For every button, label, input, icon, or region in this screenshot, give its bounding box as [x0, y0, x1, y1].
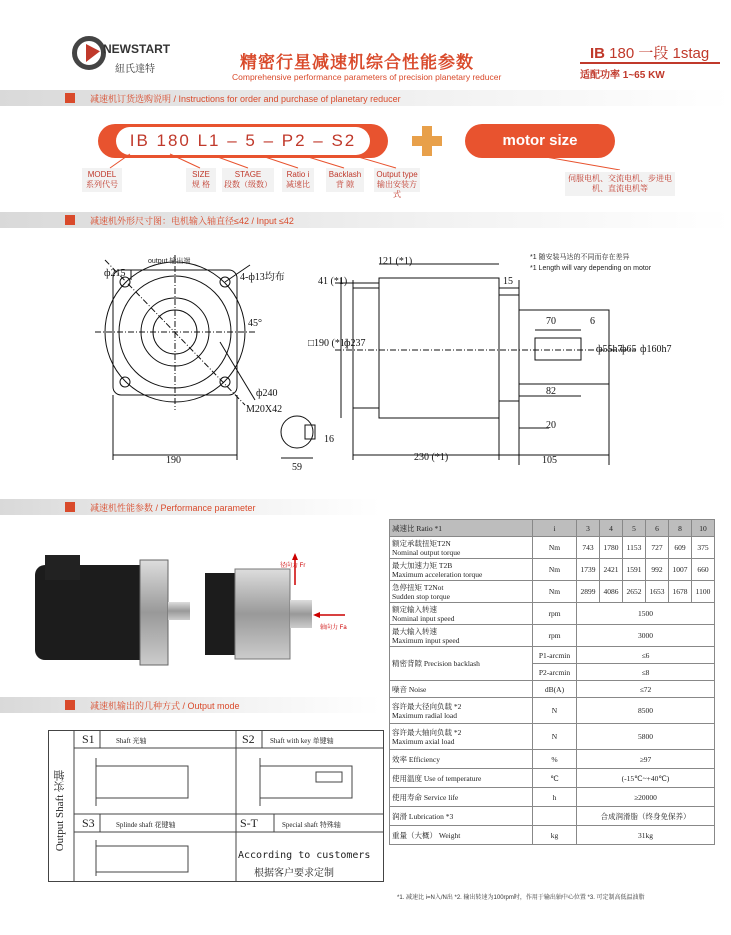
brand-name-cn: 紐氏達特 [115, 64, 155, 75]
row-unit: dB(A) [533, 681, 577, 698]
row-label-cn: 精密背隙 Precision backlash [390, 647, 533, 681]
code-label-output [374, 168, 420, 199]
row-label-cn: 容许最大轴向负载 *2 [392, 727, 462, 737]
cell-value: 660 [692, 559, 715, 581]
cell-value: 1739 [577, 559, 600, 581]
dim-l121: 121 (*1) [378, 256, 413, 267]
dim-holes: 4-ф13均布 [240, 272, 285, 283]
page-subtitle: Comprehensive performance parameters of precision planetary reducer [232, 72, 502, 82]
front-view-drawing [95, 250, 335, 475]
dim-d55: ф55h7 [596, 344, 623, 355]
dim-key-59: 59 [292, 462, 302, 473]
section-performance-title: 减速机性能参数 / Performance parameter [90, 503, 256, 513]
code-label-ratio [282, 168, 314, 192]
dim-d65: ф65 [620, 344, 637, 355]
row-label-cn: 润滑 Lubrication *3 [390, 807, 533, 826]
code-connectors [0, 150, 731, 170]
row-unit: Nm [533, 581, 577, 603]
ratio-value: 5 [623, 520, 646, 537]
mode-s1-label: Shaft 光轴 [116, 737, 147, 745]
table-row [390, 681, 715, 698]
ratio-value: 10 [692, 520, 715, 537]
code-label-stage [222, 168, 274, 192]
dim-sq190: □190 (*1) [308, 338, 349, 349]
row-label-en: Nominal output torque [392, 547, 461, 557]
spec-table [389, 519, 715, 845]
mode-s3-label: Splinde shaft 花键轴 [116, 821, 176, 829]
output-shaft-side-label [52, 770, 68, 851]
code-label-en: Ratio i [286, 170, 310, 179]
model-prefix: IB [590, 45, 605, 62]
dim-l15: 15 [503, 276, 513, 287]
dim-d240: ф240 [256, 388, 278, 399]
cell-value: 727 [646, 537, 669, 559]
row-unit: h [533, 788, 577, 807]
dim-l105: 105 [542, 455, 557, 466]
model-number: 180 [609, 45, 635, 62]
model-stage: 一段 1stag [638, 45, 710, 62]
section-marker-icon [65, 93, 75, 103]
row-label-cn: 重量（大概） Weight [390, 826, 533, 845]
cell-value: ≤6 [577, 647, 715, 664]
table-row [390, 769, 715, 788]
model-heading [590, 42, 709, 63]
cell-value: 8500 [577, 698, 715, 724]
motor-size-pill: motor size [465, 124, 615, 158]
cell-value: 1678 [669, 581, 692, 603]
cell-value: ≥97 [577, 750, 715, 769]
row-unit: N [533, 724, 577, 750]
row-label-cn: 最大加速力矩 T2B [392, 560, 453, 570]
dim-l41: 41 (*1) [318, 276, 348, 287]
section-marker-icon [65, 215, 75, 225]
row-unit: % [533, 750, 577, 769]
section-marker-icon [65, 502, 75, 512]
section-marker-icon [65, 700, 75, 710]
code-label-cn: 段数（级数） [224, 180, 272, 189]
dim-thread: M20X42 [246, 404, 283, 415]
page-title: 精密行星减速机综合性能参数 [240, 53, 474, 72]
cell-value: ≥20000 [577, 788, 715, 807]
cell-value: 2899 [577, 581, 600, 603]
row-label-cn: 容许最大径向负载 *2 [392, 701, 462, 711]
code-label-size [186, 168, 216, 192]
row-label-cn: 急停扭矩 T2Not [392, 582, 444, 592]
table-row [390, 537, 715, 559]
row-label-cn: 使用温度 Use of temperature [390, 769, 533, 788]
model-underline [580, 62, 720, 64]
row-label-cn: 噪音 Noise [390, 681, 533, 698]
dim-width-190: 190 [166, 455, 181, 466]
dim-angle: 45° [248, 318, 262, 329]
table-row [390, 698, 715, 724]
cell-value: 5800 [577, 724, 715, 750]
section-output-title: 减速机输出的几种方式 / Output mode [90, 701, 240, 711]
cell-value: 1100 [692, 581, 715, 603]
row-unit: Nm [533, 559, 577, 581]
code-label-en: Output type [376, 170, 418, 179]
row-label-en: Maximum input speed [392, 635, 460, 645]
brand-name: NEWSTART [103, 42, 171, 56]
cell-value: 4086 [600, 581, 623, 603]
row-label-cn: 最大输入转速 [392, 626, 437, 636]
section-order-title: 减速机订货选购说明 / Instructions for order and purchase of planetary reducer [90, 94, 401, 104]
row-label-en: Maximum acceleration torque [392, 569, 483, 579]
custom-cn: 根据客户要求定制 [254, 868, 334, 879]
code-label-cn: 背 隙 [335, 180, 355, 189]
ratio-value: 6 [646, 520, 669, 537]
cell-value: 合成润滑脂（终身免保养） [577, 807, 715, 826]
cell-value: 1653 [646, 581, 669, 603]
row-label-en: Sudden stop torque [392, 591, 450, 601]
mode-s2-label: Shaft with key 单键轴 [270, 737, 334, 745]
table-row [390, 807, 715, 826]
dim-d160: ф160h7 [640, 344, 672, 355]
cell-value: 609 [669, 537, 692, 559]
row-unit: ℃ [533, 769, 577, 788]
code-label-en: MODEL [87, 170, 117, 179]
cell-value: (-15℃~+40℃) [577, 769, 715, 788]
cell-value: 3000 [577, 625, 715, 647]
output-label: output 输出端 [148, 258, 191, 265]
code-label-model [82, 168, 122, 192]
side-label-cn: 实轴 [54, 770, 66, 792]
ratio-value: 3 [577, 520, 600, 537]
table-row [390, 520, 715, 537]
side-view-drawing [335, 250, 655, 475]
code-label-backlash [326, 168, 364, 192]
row-unit: P1-arcmin [533, 647, 577, 664]
custom-en: According to customers [238, 850, 371, 861]
motor-types: 伺服电机、交流电机、步进电机、直流电机等 [565, 172, 675, 196]
cell-value: ≤72 [577, 681, 715, 698]
mode-s2: S2 [242, 732, 255, 746]
cell-value: 31kg [577, 826, 715, 845]
row-label-cn: 额定承载扭矩T2N [392, 538, 451, 548]
row-unit: P2-arcmin [533, 664, 577, 681]
axial-force-label: 轴向力 Fa [320, 625, 347, 631]
brand-logo-icon [72, 36, 106, 70]
code-label-cn: 系列代号 [86, 180, 118, 189]
row-unit: rpm [533, 603, 577, 625]
dim-key-16: 16 [324, 434, 334, 445]
cell-value: 1780 [600, 537, 623, 559]
table-row [390, 581, 715, 603]
mode-st-label: Special shaft 特殊轴 [282, 821, 341, 829]
table-footnote: *1. 减速比 i=N入/N出 *2. 输出转速为100rpm时，作用于输出轴中心位置 *3. 可定制高低温油脂 [397, 895, 645, 901]
row-unit: rpm [533, 625, 577, 647]
table-row [390, 647, 715, 664]
row-unit [533, 807, 577, 826]
drawing-note-cn: *1 随安装马达的不同而存在差异 [530, 254, 630, 261]
code-label-cn: 减速比 [286, 180, 310, 189]
row-label-en: Maximum radial load [392, 710, 457, 720]
code-label-cn: 规 格 [191, 180, 211, 189]
dim-l20: 20 [546, 420, 556, 431]
cell-value: 1591 [623, 559, 646, 581]
dim-l82: 82 [546, 386, 556, 397]
mode-s3: S3 [82, 816, 95, 830]
cell-value: 1153 [623, 537, 646, 559]
row-label-cn: 效率 Efficiency [390, 750, 533, 769]
table-row [390, 559, 715, 581]
section-dimension [0, 212, 731, 228]
cell-value: 1007 [669, 559, 692, 581]
code-label-en: STAGE [234, 170, 262, 179]
section-performance [0, 499, 380, 515]
ratio-label: 减速比 Ratio *1 [390, 520, 533, 537]
row-unit: N [533, 698, 577, 724]
ratio-value: 8 [669, 520, 692, 537]
order-code-text: IB 180 L1 – 5 – P2 – S2 [116, 127, 370, 155]
section-dimension-title: 减速机外形尺寸图：电机输入轴直径≤42 / Input ≤42 [90, 216, 294, 226]
dim-l6: 6 [590, 316, 595, 327]
drawing-note-en: *1 Length will vary depending on motor [530, 265, 652, 272]
code-label-en: Backlash [328, 170, 362, 179]
row-label-en: Maximum axial load [392, 736, 455, 746]
section-output [0, 697, 380, 713]
code-label-cn: 输出安装方式 [377, 180, 417, 199]
table-row [390, 625, 715, 647]
product-photo [30, 525, 385, 695]
ratio-value: 4 [600, 520, 623, 537]
table-row [390, 788, 715, 807]
side-label-en: Output Shaft [54, 794, 66, 852]
code-label-en: SIZE [192, 170, 210, 179]
cell-value: 1500 [577, 603, 715, 625]
mode-s1: S1 [82, 732, 95, 746]
row-unit: kg [533, 826, 577, 845]
row-label-cn: 额定输入转速 [392, 604, 437, 614]
cell-value: 743 [577, 537, 600, 559]
row-label-cn: 使用寿命 Service life [390, 788, 533, 807]
ratio-unit: i [533, 520, 577, 537]
row-unit: Nm [533, 537, 577, 559]
mode-st: S-T [240, 816, 258, 830]
cell-value: 2421 [600, 559, 623, 581]
table-row [390, 603, 715, 625]
table-row [390, 724, 715, 750]
cell-value: 375 [692, 537, 715, 559]
cell-value: 2652 [623, 581, 646, 603]
cell-value: ≤8 [577, 664, 715, 681]
section-order [0, 90, 731, 106]
power-range: 适配功率 1~65 KW [580, 70, 665, 81]
table-row [390, 826, 715, 845]
cell-value: 992 [646, 559, 669, 581]
table-row [390, 750, 715, 769]
radial-force-label: 径向力 Fr [280, 563, 306, 569]
dim-d215: ф215 [104, 268, 126, 279]
dim-l230: 230 (*1) [414, 452, 449, 463]
row-label-en: Nominal input speed [392, 613, 455, 623]
dim-d237: ф237 [344, 338, 366, 349]
dim-l70: 70 [546, 316, 556, 327]
